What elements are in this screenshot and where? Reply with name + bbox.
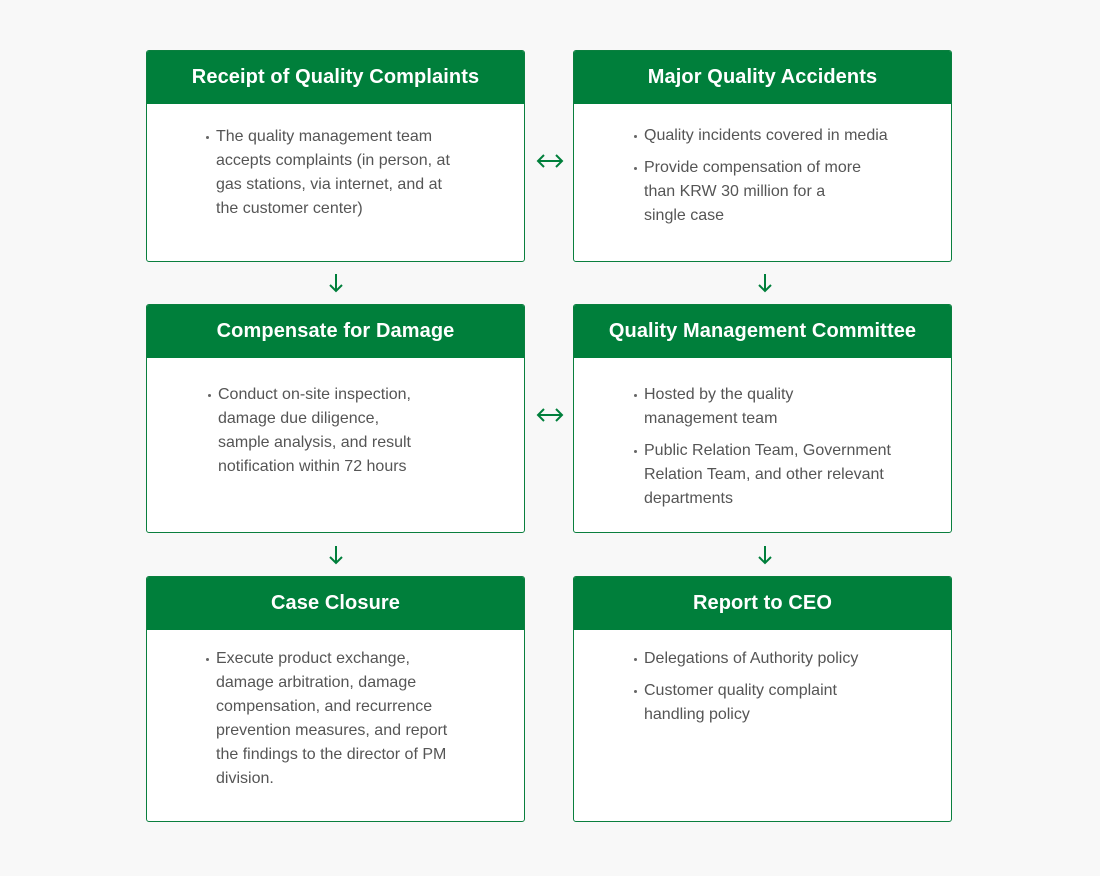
- arrow-down-icon: [757, 272, 773, 294]
- card-body: [147, 104, 524, 221]
- bullet-item: Quality incidents covered in media: [644, 124, 906, 148]
- bullet-item: Customer quality complaint handling policy: [644, 679, 854, 727]
- card-body: [574, 630, 951, 727]
- bullet-item: Provide compensation of more than KRW 30 million for a single case: [644, 156, 864, 228]
- bullet-item: The quality management team accepts complaints (in person, at gas stations, via internet, and at the customer center): [216, 125, 456, 221]
- card-receipt-of-quality-complaints: [146, 50, 525, 262]
- bullet-list: [644, 647, 906, 727]
- card-title: Report to CEO: [574, 577, 951, 630]
- bullet-list: [216, 647, 448, 791]
- card-title: Major Quality Accidents: [574, 51, 951, 104]
- bullet-item: Hosted by the quality management team: [644, 383, 824, 431]
- bullet-list: [216, 125, 456, 221]
- card-title: Case Closure: [147, 577, 524, 630]
- card-major-quality-accidents: [573, 50, 952, 262]
- arrow-down-icon: [328, 272, 344, 294]
- card-report-to-ceo: [573, 576, 952, 822]
- card-title: Receipt of Quality Complaints: [147, 51, 524, 104]
- card-body: [147, 630, 524, 791]
- double-arrow-icon: [536, 152, 564, 170]
- card-compensate-for-damage: [146, 304, 525, 533]
- card-quality-management-committee: [573, 304, 952, 533]
- arrow-down-icon: [757, 544, 773, 566]
- arrow-down-icon: [328, 544, 344, 566]
- double-arrow-icon: [536, 406, 564, 424]
- bullet-list: [644, 124, 906, 228]
- card-title: Compensate for Damage: [147, 305, 524, 358]
- card-body: [574, 104, 951, 228]
- bullet-list: [218, 383, 428, 479]
- bullet-item: Public Relation Team, Government Relation Team, and other relevant departments: [644, 439, 909, 511]
- card-body: [574, 358, 951, 511]
- card-case-closure: [146, 576, 525, 822]
- bullet-item: Conduct on-site inspection, damage due diligence, sample analysis, and result notification within 72 hours: [218, 383, 428, 479]
- bullet-item: Execute product exchange, damage arbitration, damage compensation, and recurrence prevention measures, and report the findings to the director of PM division.: [216, 647, 448, 791]
- card-title: Quality Management Committee: [574, 305, 951, 358]
- bullet-item: Delegations of Authority policy: [644, 647, 906, 671]
- bullet-list: [644, 383, 909, 511]
- card-body: [147, 358, 524, 479]
